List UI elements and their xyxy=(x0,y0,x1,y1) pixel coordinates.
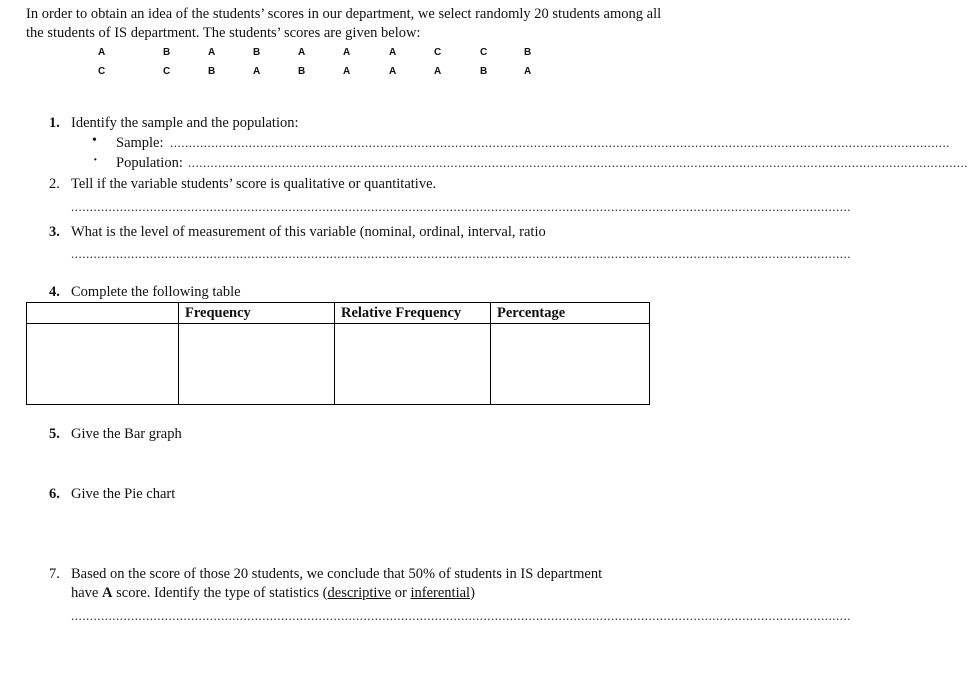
score-cell: A xyxy=(298,47,306,58)
intro-paragraph: In order to obtain an idea of the students’ scores in our department, we select randomly 20 students among all the students of IS department. The students’ scores are given below: xyxy=(26,6,662,41)
frequency-table xyxy=(26,302,650,405)
score-cell: B xyxy=(480,66,488,77)
bullet-icon: • xyxy=(92,133,97,148)
q7-text-pre: have xyxy=(71,585,102,601)
question-2-text: Tell if the variable students’ score is qualitative or quantitative. xyxy=(71,176,437,192)
question-3-number: 3. xyxy=(49,224,60,240)
score-cell: B xyxy=(163,47,171,58)
question-2-number: 2. xyxy=(49,176,60,192)
question-5-text: Give the Bar graph xyxy=(71,426,182,442)
score-cell: A xyxy=(343,66,351,77)
q7-text-close: ) xyxy=(470,585,475,601)
question-5-number: 5. xyxy=(49,426,60,442)
bullet-icon: · xyxy=(93,153,98,168)
question-7-line-2 xyxy=(71,585,475,602)
q7-text-or: or xyxy=(391,585,411,601)
question-1-text: Identify the sample and the population: xyxy=(71,115,299,131)
score-cell: A xyxy=(253,66,261,77)
population-answer-line[interactable]: ................................................................................................................................................................................................................ xyxy=(188,155,968,170)
score-cell: A xyxy=(434,66,442,77)
table-cell-relative-frequency[interactable] xyxy=(335,324,491,405)
header-relative-frequency: Relative Frequency xyxy=(335,303,491,324)
score-cell: C xyxy=(434,47,442,58)
question-7-number: 7. xyxy=(49,566,60,582)
sample-label: Sample: xyxy=(116,135,164,151)
score-cell: C xyxy=(98,66,106,77)
question-2-answer-line[interactable]: ................................................................................................................................................................................................................ xyxy=(71,199,851,214)
question-7-answer-line[interactable]: ................................................................................................................................................................................................................ xyxy=(71,608,851,623)
question-4-text: Complete the following table xyxy=(71,284,241,300)
header-blank xyxy=(27,303,179,324)
option-descriptive: descriptive xyxy=(327,585,392,601)
score-cell: C xyxy=(163,66,171,77)
score-cell: B xyxy=(524,47,532,58)
score-cell: A xyxy=(389,66,397,77)
table-cell-category[interactable] xyxy=(27,324,179,405)
question-4-number: 4. xyxy=(49,284,60,300)
header-frequency: Frequency xyxy=(179,303,335,324)
header-percentage: Percentage xyxy=(491,303,650,324)
question-3-answer-line[interactable]: ................................................................................................................................................................................................................ xyxy=(71,246,851,261)
question-6-text: Give the Pie chart xyxy=(71,486,176,502)
q7-text-mid: score. Identify the type of statistics ( xyxy=(112,585,328,601)
table-header-row xyxy=(27,303,650,324)
score-cell: A xyxy=(343,47,351,58)
score-cell: C xyxy=(480,47,488,58)
question-1-number: 1. xyxy=(49,115,60,131)
score-cell: A xyxy=(208,47,216,58)
sample-answer-line[interactable]: ................................................................................................................................................................................................................ xyxy=(170,135,950,150)
question-6-number: 6. xyxy=(49,486,60,502)
table-cell-frequency[interactable] xyxy=(179,324,335,405)
question-7-line-1: Based on the score of those 20 students, we conclude that 50% of students in IS department xyxy=(71,566,603,582)
q7-grade-a: A xyxy=(102,585,113,601)
score-cell: A xyxy=(98,47,106,58)
population-label: Population: xyxy=(116,155,183,171)
score-cell: B xyxy=(298,66,306,77)
score-cell: B xyxy=(253,47,261,58)
option-inferential: inferential xyxy=(410,585,471,601)
table-row xyxy=(27,324,650,405)
question-3-text: What is the level of measurement of this variable (nominal, ordinal, interval, ratio xyxy=(71,224,546,240)
table-cell-percentage[interactable] xyxy=(491,324,650,405)
score-cell: B xyxy=(208,66,216,77)
score-cell: A xyxy=(524,66,532,77)
score-cell: A xyxy=(389,47,397,58)
